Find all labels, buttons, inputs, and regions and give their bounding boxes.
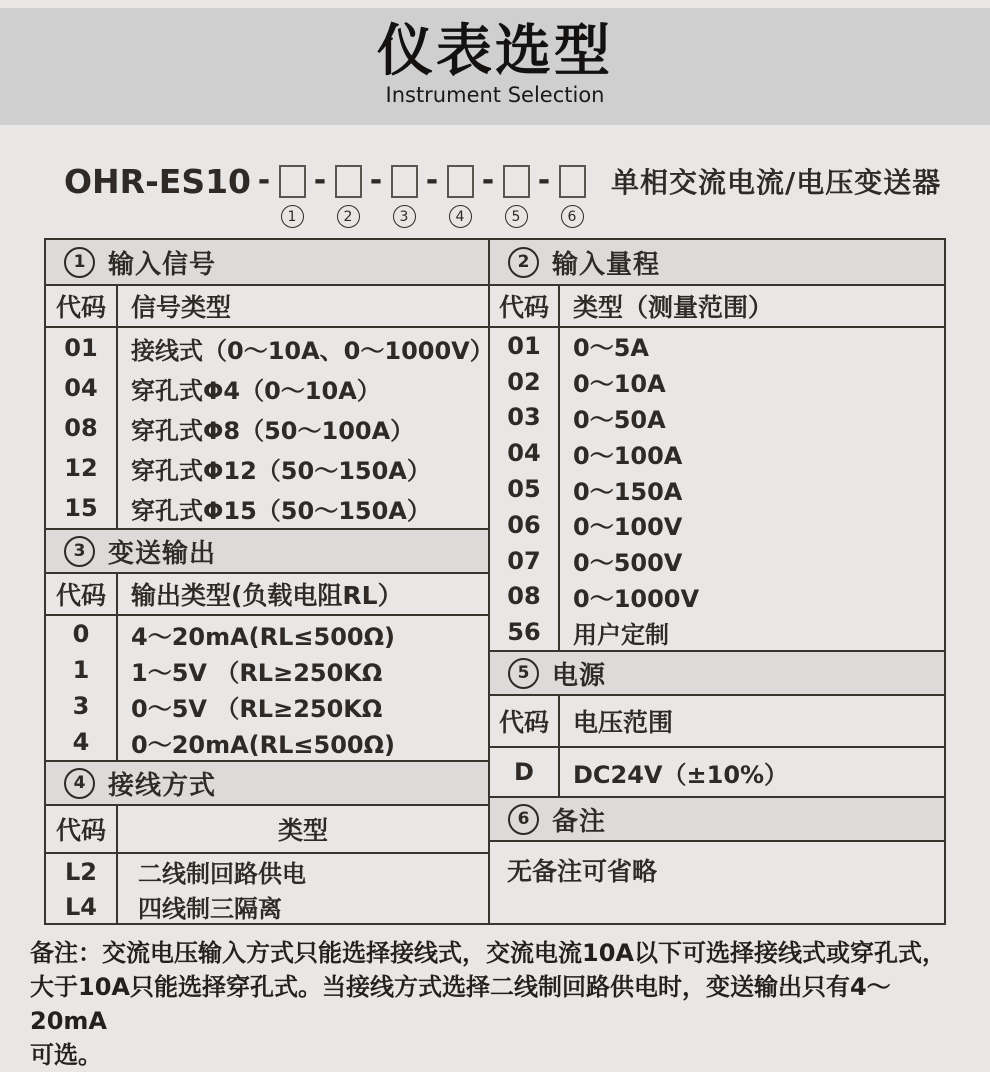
input-range-rows: [490, 328, 944, 650]
table-row: [490, 614, 944, 650]
input-signal-rows: [46, 328, 494, 528]
code-box-icon: [503, 165, 530, 198]
footnote: [30, 936, 960, 1072]
model-slot-3: [389, 165, 419, 228]
page-subtitle: Instrument Selection: [385, 83, 605, 107]
code-cell: 07: [490, 543, 560, 579]
table-row: [490, 364, 944, 400]
code-header: 代码: [46, 806, 118, 852]
type-cell: 0～20mA(RL≤500Ω): [131, 730, 395, 759]
model-dash: -: [257, 163, 271, 198]
type-cell: 接线式（0～10A、0～1000V）: [131, 336, 494, 365]
footnote-line: 备注：交流电压输入方式只能选择接线式，交流电流10A以下可选择接线式或穿孔式，: [30, 939, 946, 967]
section-title: 备注: [552, 806, 607, 837]
circled-6-icon: 6: [561, 205, 584, 228]
section-header-remark: [490, 796, 944, 842]
code-cell: 04: [46, 368, 118, 408]
code-cell: 15: [46, 488, 118, 528]
section-title: 接线方式: [108, 770, 217, 801]
product-name: 单相交流电流/电压变送器: [611, 166, 942, 199]
type-cell: 穿孔式Φ4（0～10A）: [131, 376, 381, 405]
code-box-icon: [391, 165, 418, 198]
output-rows: [46, 616, 488, 760]
circled-4-icon: 4: [449, 205, 472, 228]
title-banner: [0, 8, 990, 125]
table-row: [46, 448, 488, 488]
type-cell: 穿孔式Φ8（50～100A）: [131, 416, 415, 445]
code-box-icon: [335, 165, 362, 198]
model-slot-5: [501, 165, 531, 228]
page: [0, 8, 990, 1069]
code-box-icon: [559, 165, 586, 198]
circled-5-icon: 5: [505, 205, 528, 228]
column-header-row: [46, 286, 488, 328]
table-row: [46, 368, 488, 408]
circled-6-icon: 6: [508, 804, 539, 835]
circled-3-icon: 3: [393, 205, 416, 228]
remark-note: 无备注可省略: [507, 857, 658, 886]
code-cell: 08: [490, 578, 560, 614]
code-box-icon: [279, 165, 306, 198]
circled-5-icon: 5: [508, 658, 539, 689]
type-cell: 0～100A: [573, 441, 683, 470]
model-prefix: OHR-ES10: [64, 162, 252, 201]
section-title: 变送输出: [108, 538, 217, 569]
type-cell: 0～1000V: [573, 584, 700, 613]
code-cell: 56: [490, 614, 560, 650]
section-header-output: [46, 528, 488, 574]
circled-2-icon: 2: [508, 247, 539, 278]
code-box-icon: [447, 165, 474, 198]
model-dash: -: [537, 163, 551, 198]
table-row: [490, 748, 944, 796]
table-row: [490, 400, 944, 436]
code-header: 代码: [46, 574, 118, 614]
type-cell: 0～5A: [573, 334, 649, 363]
code-header: 代码: [490, 696, 560, 746]
type-cell: 0～50A: [573, 405, 666, 434]
column-header-row: [490, 696, 944, 748]
circled-2-icon: 2: [337, 205, 360, 228]
code-cell: 0: [46, 616, 118, 652]
table-row: [46, 854, 488, 889]
table-row: [46, 616, 488, 652]
table-row: [46, 688, 488, 724]
section-header-wiring: [46, 760, 488, 806]
table-row: [46, 724, 488, 760]
table-left-column: [46, 240, 494, 923]
section-header-input-signal: [46, 240, 488, 286]
table-right-column: [490, 240, 944, 923]
wiring-rows: [46, 854, 488, 924]
circled-3-icon: 3: [64, 536, 95, 567]
model-dash: -: [425, 163, 439, 198]
section-header-power: [490, 650, 944, 696]
section-header-input-range: [490, 240, 944, 286]
table-row: [46, 889, 488, 924]
section-title: 输入量程: [552, 249, 661, 280]
footnote-line: 大于10A只能选择穿孔式。当接线方式选择二线制回路供电时，变送输出只有4～20mA: [30, 973, 891, 1035]
type-cell: 1～5V （RL≥250KΩ: [131, 658, 383, 687]
type-cell: 用户定制: [573, 620, 669, 649]
type-cell: 0～150A: [573, 477, 683, 506]
code-cell: 03: [490, 400, 560, 436]
type-cell: 穿孔式Φ12（50～150A）: [131, 456, 431, 485]
code-cell: 3: [46, 688, 118, 724]
model-dash: -: [481, 163, 495, 198]
type-header: 类型: [277, 816, 328, 845]
table-row: [490, 578, 944, 614]
type-cell: DC24V（±10%）: [573, 760, 789, 789]
type-cell: 0～500V: [573, 549, 683, 578]
code-cell: 05: [490, 471, 560, 507]
table-row: [46, 488, 488, 528]
code-cell: D: [490, 748, 560, 796]
type-cell: 穿孔式Φ15（50～150A）: [131, 496, 431, 525]
code-header: 代码: [490, 286, 560, 326]
model-dash: -: [369, 163, 383, 198]
selection-table: [44, 238, 946, 925]
column-header-row: [490, 286, 944, 328]
table-row: [46, 328, 494, 368]
type-header: 电压范围: [573, 708, 674, 737]
code-cell: 02: [490, 364, 560, 400]
table-row: [490, 435, 944, 471]
code-cell: L2: [46, 854, 118, 889]
page-title: 仪表选型: [377, 19, 613, 84]
table-row: [490, 471, 944, 507]
model-code-line: [64, 162, 990, 229]
column-header-row: [46, 574, 488, 616]
circled-4-icon: 4: [64, 768, 95, 799]
model-dash: -: [313, 163, 327, 198]
circled-1-icon: 1: [64, 247, 95, 278]
power-rows: [490, 748, 944, 796]
footnote-line: 可选。: [30, 1041, 102, 1069]
model-slot-1: [277, 165, 307, 228]
type-cell: 四线制三隔离: [138, 895, 282, 923]
table-row: [46, 652, 488, 688]
type-header: 类型（测量范围）: [573, 293, 774, 322]
code-cell: 04: [490, 435, 560, 471]
code-cell: 08: [46, 408, 118, 448]
type-cell: 0～5V （RL≥250KΩ: [131, 694, 383, 723]
model-slot-2: [333, 165, 363, 228]
model-slot-4: [445, 165, 475, 228]
code-cell: 1: [46, 652, 118, 688]
code-cell: 01: [490, 328, 560, 364]
type-cell: 0～10A: [573, 370, 666, 399]
code-cell: 01: [46, 328, 118, 368]
code-header: 代码: [46, 286, 118, 326]
table-row: [490, 543, 944, 579]
code-cell: 4: [46, 724, 118, 760]
table-row: [490, 328, 944, 364]
model-slot-6: [557, 165, 587, 228]
type-header: 输出类型(负载电阻RL）: [131, 581, 403, 610]
type-cell: 0～100V: [573, 513, 683, 542]
column-header-row: [46, 806, 488, 854]
code-cell: 06: [490, 507, 560, 543]
table-row: [490, 507, 944, 543]
type-header: 信号类型: [131, 293, 232, 322]
type-cell: 二线制回路供电: [138, 860, 306, 888]
circled-1-icon: 1: [281, 205, 304, 228]
section-title: 电源: [552, 660, 607, 691]
code-cell: 12: [46, 448, 118, 488]
table-row: [46, 408, 488, 448]
code-cell: L4: [46, 889, 118, 924]
type-cell: 4～20mA(RL≤500Ω): [131, 622, 395, 651]
section-title: 输入信号: [108, 249, 217, 280]
